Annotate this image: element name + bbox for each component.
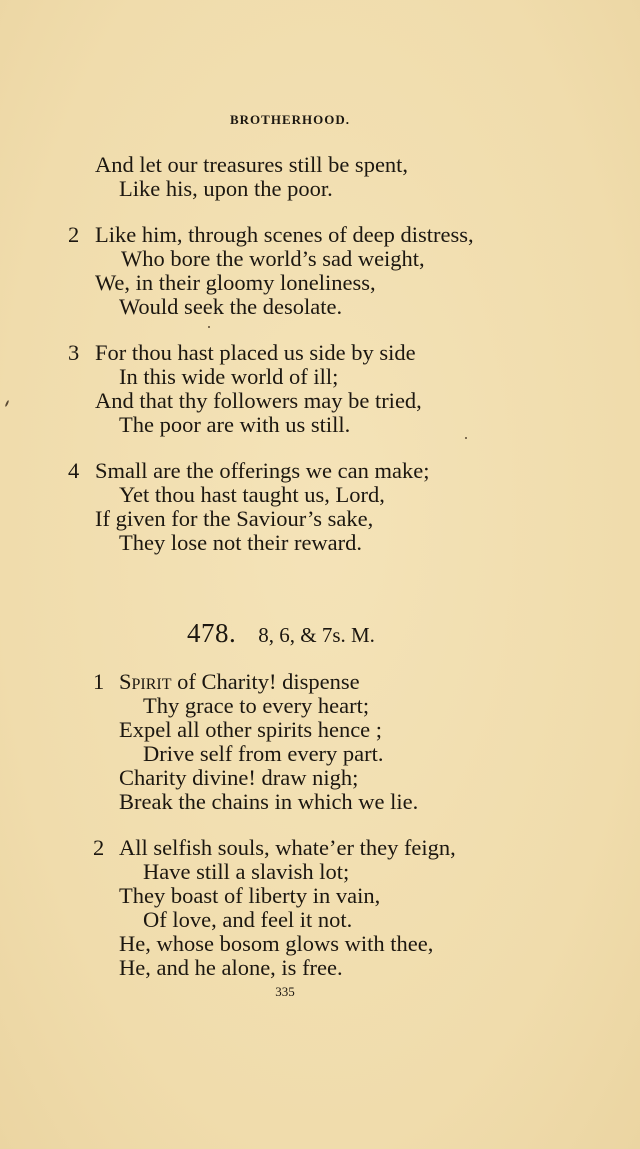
verse-line: Expel all other spirits hence ; (119, 717, 383, 742)
verse-line: Thy grace to every heart; (143, 693, 370, 718)
verse-line: Charity divine! draw nigh; (119, 765, 359, 790)
verse-line: Who bore the world’s sad weight, (121, 246, 425, 271)
verse-line: Of love, and feel it not. (143, 907, 353, 932)
verse-line: Break the chains in which we lie. (119, 789, 419, 814)
verse-line: Would seek the desolate. (119, 294, 343, 319)
first-word-small-caps: Spirit (119, 669, 172, 694)
verse-line: In this wide world of ill; (119, 364, 339, 389)
stanza-number: 3 (68, 340, 80, 365)
stanza-number: 1 (93, 669, 105, 694)
verse-line: All selfish souls, whate’er they feign, (119, 835, 456, 860)
verse-line: They lose not their reward. (119, 530, 363, 555)
verse-line: Like his, upon the poor. (119, 176, 333, 201)
verse-line: Have still a slavish lot; (143, 859, 350, 884)
paper-speck (208, 326, 210, 328)
verse-line: Yet thou hast taught us, Lord, (119, 482, 385, 507)
page-number: 335 (275, 984, 295, 999)
hymn-heading (187, 618, 375, 649)
verse-line: And let our treasures still be spent, (95, 152, 409, 177)
verse-line: We, in their gloomy loneliness, (95, 270, 376, 295)
verse-line: If given for the Saviour’s sake, (95, 506, 374, 531)
verse-line: The poor are with us still. (119, 412, 351, 437)
paper-speck (465, 437, 467, 439)
verse-line: Drive self from every part. (143, 741, 384, 766)
verse-line (119, 670, 360, 694)
stanza-number: 4 (68, 458, 80, 483)
verse-line: He, and he alone, is free. (119, 955, 343, 980)
paper-speck (5, 400, 10, 407)
verse-line: For thou hast placed us side by side (95, 340, 416, 365)
stanza-number: 2 (68, 222, 80, 247)
stanza-number: 2 (93, 835, 105, 860)
hymn-meter: 8, 6, & 7s. M. (258, 623, 375, 647)
verse-line: And that thy followers may be tried, (95, 388, 422, 413)
running-head: BROTHERHOOD. (230, 112, 350, 127)
verse-line: Like him, through scenes of deep distress, (95, 222, 474, 247)
verse-line: Small are the offerings we can make; (95, 458, 430, 483)
verse-line: He, whose bosom glows with thee, (119, 931, 434, 956)
first-line-rest: of Charity! dispense (171, 669, 360, 694)
hymn-number: 478. (187, 618, 237, 648)
verse-line: They boast of liberty in vain, (119, 883, 381, 908)
